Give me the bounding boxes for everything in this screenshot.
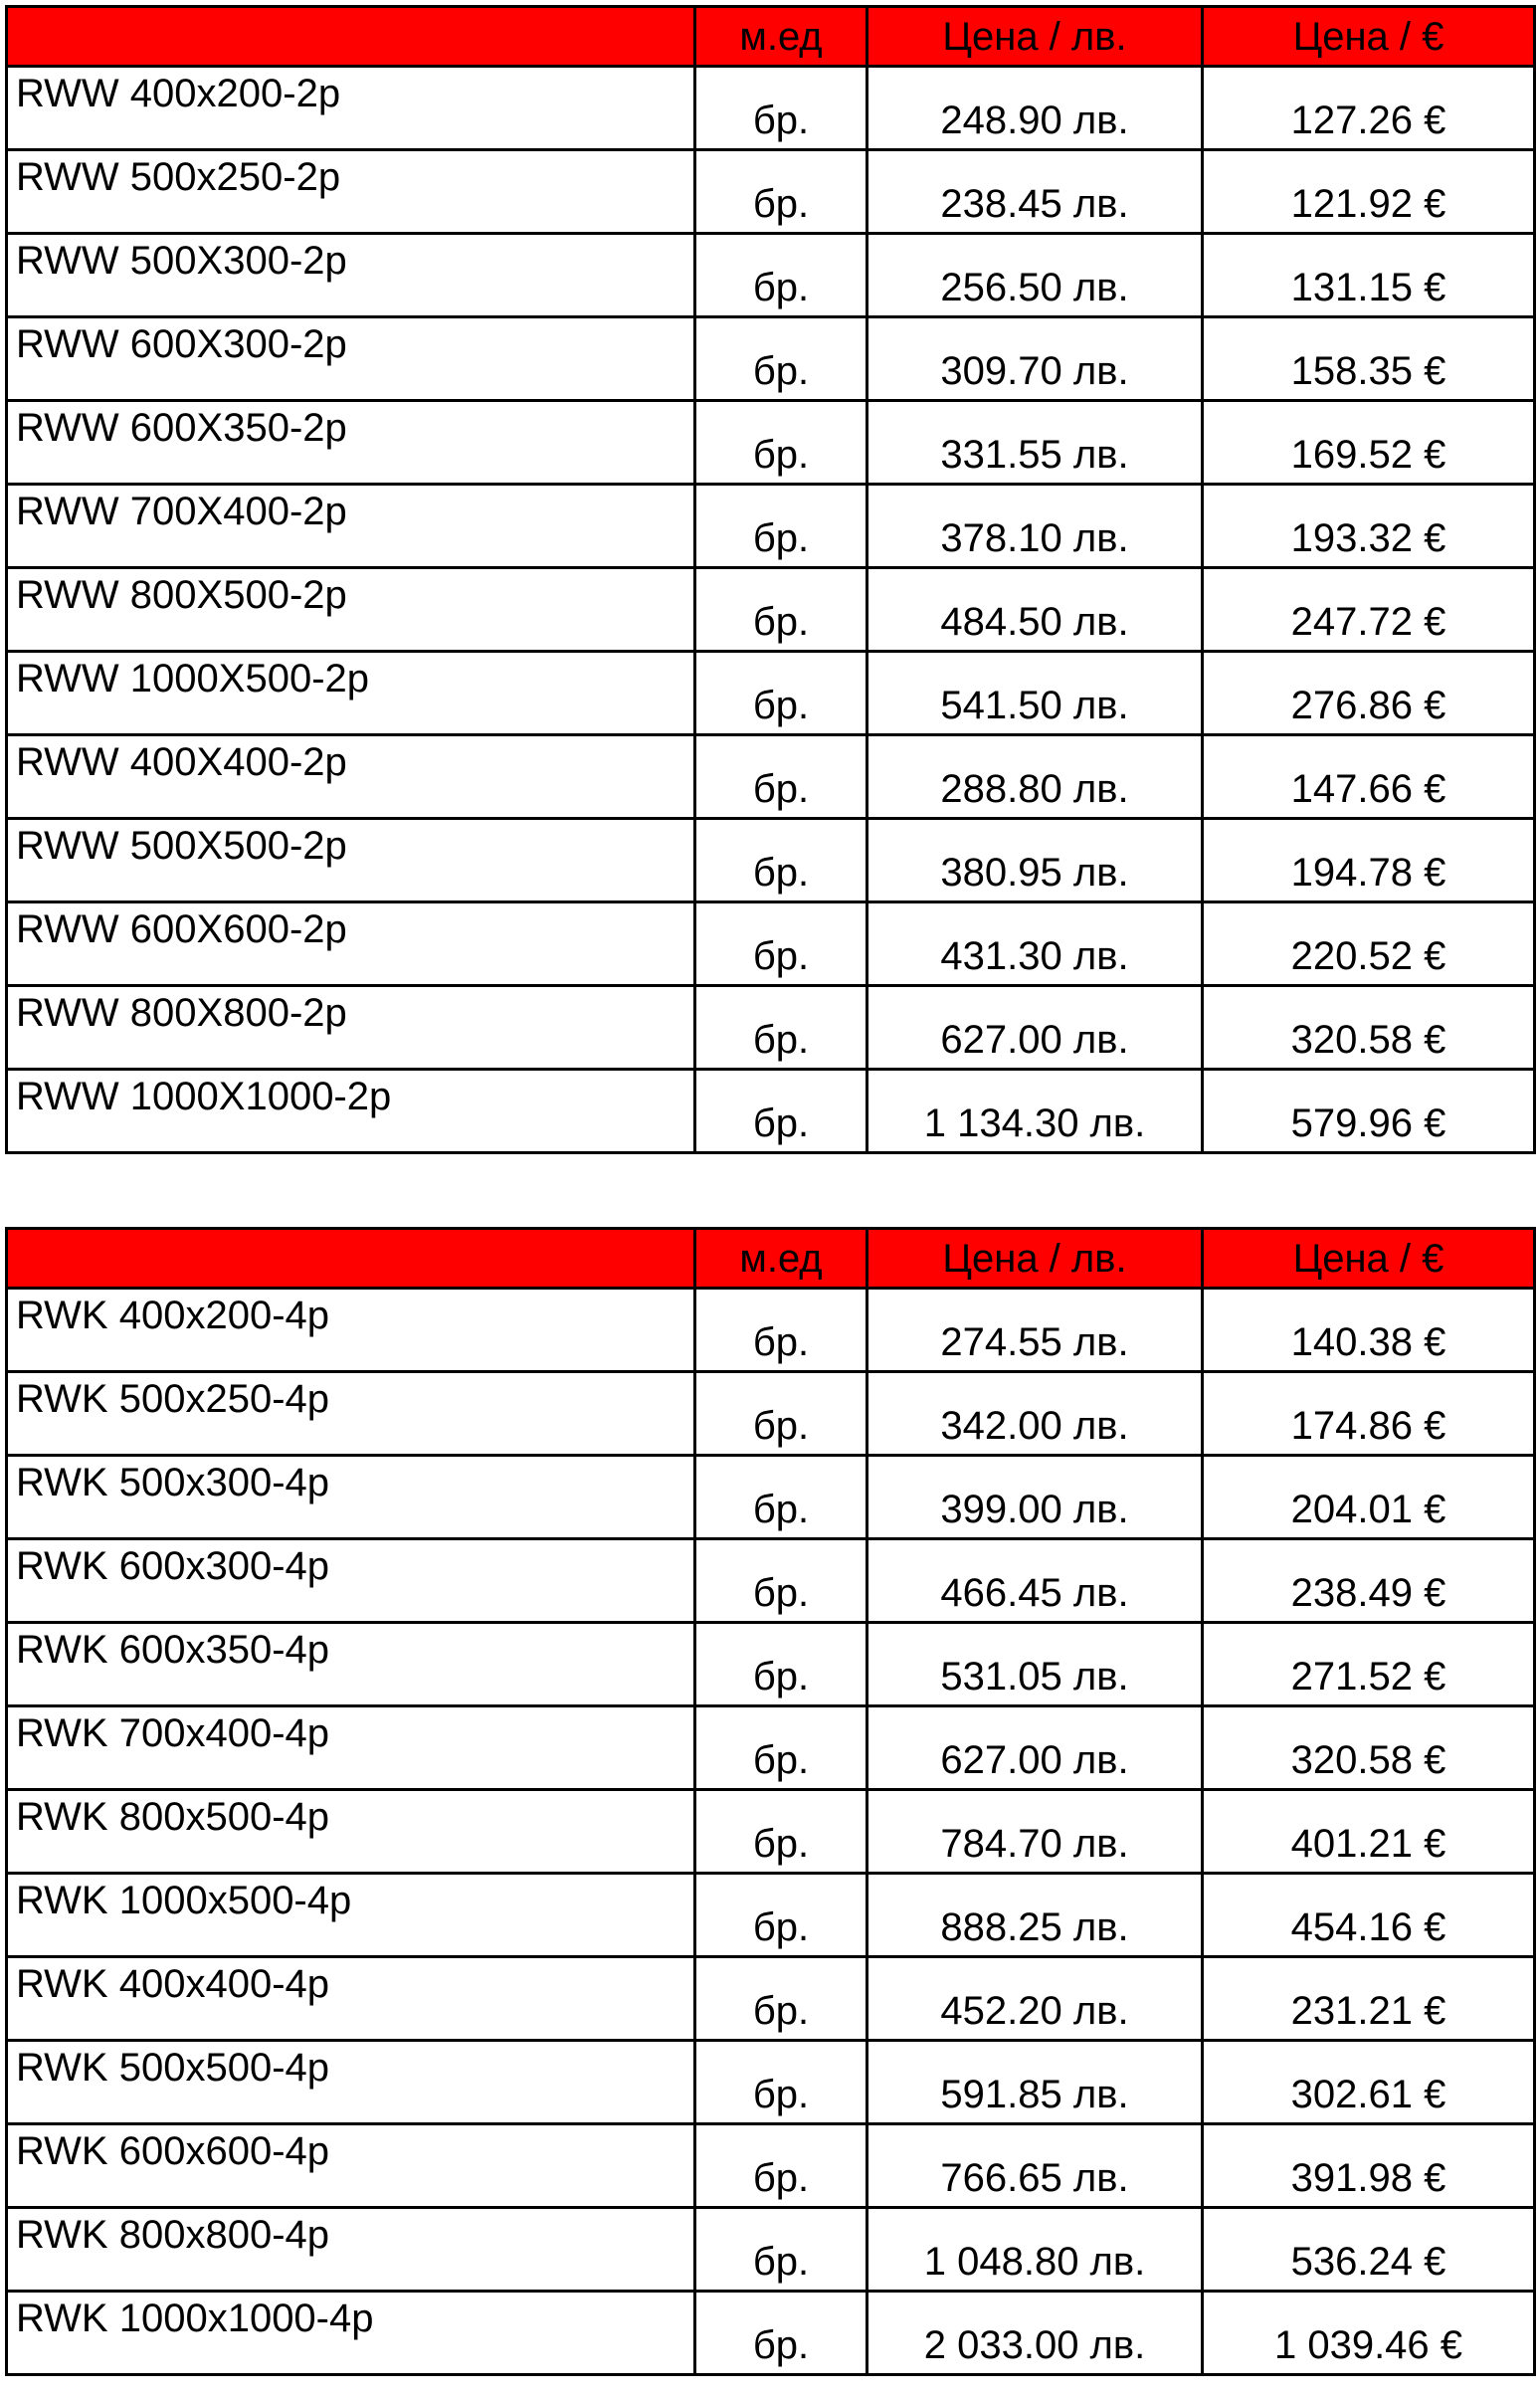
unit-cell: бр. [695,1289,867,1372]
product-name-cell: RWK 400x400-4p [7,1957,695,2041]
table-row [7,2208,1535,2292]
unit-cell: бр. [695,67,867,150]
price-bgn-cell: 288.80 лв. [867,735,1203,819]
table-row [7,986,1535,1070]
price-bgn-cell: 466.45 лв. [867,1539,1203,1623]
unit-cell: бр. [695,2124,867,2208]
product-name-cell: RWW 400X400-2p [7,735,695,819]
table-row [7,652,1535,735]
price-bgn-cell: 627.00 лв. [867,1706,1203,1790]
table-row [7,735,1535,819]
price-eur-cell: 271.52 € [1203,1623,1535,1706]
product-name-cell: RWK 400x200-4p [7,1289,695,1372]
header-price-eur: Цена / € [1203,7,1535,67]
product-name-cell: RWK 1000x500-4p [7,1874,695,1957]
table-row [7,317,1535,401]
product-name-cell: RWW 600X300-2p [7,317,695,401]
unit-cell: бр. [695,401,867,485]
table-row [7,2124,1535,2208]
unit-cell: бр. [695,1456,867,1539]
price-eur-cell: 320.58 € [1203,1706,1535,1790]
unit-cell: бр. [695,568,867,652]
price-eur-cell: 121.92 € [1203,150,1535,234]
price-bgn-cell: 591.85 лв. [867,2041,1203,2124]
unit-cell: бр. [695,234,867,317]
table-row [7,1456,1535,1539]
table-row [7,1874,1535,1957]
unit-cell: бр. [695,1070,867,1153]
product-name-cell: RWK 700x400-4p [7,1706,695,1790]
price-bgn-cell: 452.20 лв. [867,1957,1203,2041]
unit-cell: бр. [695,317,867,401]
price-bgn-cell: 274.55 лв. [867,1289,1203,1372]
unit-cell: бр. [695,986,867,1070]
product-name-cell: RWW 800X800-2p [7,986,695,1070]
price-eur-cell: 147.66 € [1203,735,1535,819]
price-bgn-cell: 309.70 лв. [867,317,1203,401]
unit-cell: бр. [695,2041,867,2124]
price-bgn-cell: 531.05 лв. [867,1623,1203,1706]
table-row [7,67,1535,150]
price-eur-cell: 204.01 € [1203,1456,1535,1539]
table-row [7,819,1535,902]
price-eur-cell: 193.32 € [1203,485,1535,568]
table-row [7,1372,1535,1456]
price-bgn-cell: 380.95 лв. [867,819,1203,902]
product-name-cell: RWK 800x800-4p [7,2208,695,2292]
product-name-cell: RWW 500x250-2p [7,150,695,234]
price-bgn-cell: 399.00 лв. [867,1456,1203,1539]
header-name [7,1229,695,1289]
unit-cell: бр. [695,150,867,234]
price-eur-cell: 131.15 € [1203,234,1535,317]
unit-cell: бр. [695,485,867,568]
price-table-rwk [5,1227,1536,2376]
price-eur-cell: 391.98 € [1203,2124,1535,2208]
price-eur-cell: 454.16 € [1203,1874,1535,1957]
price-bgn-cell: 342.00 лв. [867,1372,1203,1456]
price-eur-cell: 247.72 € [1203,568,1535,652]
unit-cell: бр. [695,902,867,986]
price-table-rww [5,5,1536,1154]
price-bgn-cell: 484.50 лв. [867,568,1203,652]
price-eur-cell: 174.86 € [1203,1372,1535,1456]
price-bgn-cell: 2 033.00 лв. [867,2292,1203,2375]
table-row [7,2292,1535,2375]
table-row [7,1623,1535,1706]
table-row [7,150,1535,234]
product-name-cell: RWK 800x500-4p [7,1790,695,1874]
product-name-cell: RWW 800X500-2p [7,568,695,652]
product-name-cell: RWK 500x300-4p [7,1456,695,1539]
header-name [7,7,695,67]
price-eur-cell: 536.24 € [1203,2208,1535,2292]
product-name-cell: RWK 500x250-4p [7,1372,695,1456]
unit-cell: бр. [695,1372,867,1456]
product-name-cell: RWK 600x300-4p [7,1539,695,1623]
table-row [7,1706,1535,1790]
price-bgn-cell: 378.10 лв. [867,485,1203,568]
price-eur-cell: 127.26 € [1203,67,1535,150]
header-price-eur: Цена / € [1203,1229,1535,1289]
price-eur-cell: 302.61 € [1203,2041,1535,2124]
product-name-cell: RWK 600x350-4p [7,1623,695,1706]
unit-cell: бр. [695,819,867,902]
price-eur-cell: 1 039.46 € [1203,2292,1535,2375]
table-row [7,1070,1535,1153]
header-unit: м.ед [695,1229,867,1289]
unit-cell: бр. [695,1957,867,2041]
price-eur-cell: 238.49 € [1203,1539,1535,1623]
header-price-bgn: Цена / лв. [867,1229,1203,1289]
unit-cell: бр. [695,1539,867,1623]
price-eur-cell: 401.21 € [1203,1790,1535,1874]
price-eur-cell: 276.86 € [1203,652,1535,735]
price-bgn-cell: 256.50 лв. [867,234,1203,317]
product-name-cell: RWW 500X300-2p [7,234,695,317]
price-bgn-cell: 1 048.80 лв. [867,2208,1203,2292]
price-bgn-cell: 784.70 лв. [867,1790,1203,1874]
price-eur-cell: 140.38 € [1203,1289,1535,1372]
header-row [7,7,1535,67]
unit-cell: бр. [695,1874,867,1957]
product-name-cell: RWW 600X350-2p [7,401,695,485]
product-name-cell: RWK 600x600-4p [7,2124,695,2208]
price-eur-cell: 220.52 € [1203,902,1535,986]
table-row [7,1957,1535,2041]
price-bgn-cell: 888.25 лв. [867,1874,1203,1957]
unit-cell: бр. [695,1790,867,1874]
price-bgn-cell: 238.45 лв. [867,150,1203,234]
header-row [7,1229,1535,1289]
unit-cell: бр. [695,1706,867,1790]
header-price-bgn: Цена / лв. [867,7,1203,67]
table-row [7,234,1535,317]
table-row [7,485,1535,568]
price-bgn-cell: 431.30 лв. [867,902,1203,986]
price-eur-cell: 579.96 € [1203,1070,1535,1153]
product-name-cell: RWW 500X500-2p [7,819,695,902]
unit-cell: бр. [695,2208,867,2292]
price-eur-cell: 231.21 € [1203,1957,1535,2041]
price-bgn-cell: 1 134.30 лв. [867,1070,1203,1153]
table-row [7,902,1535,986]
price-bgn-cell: 331.55 лв. [867,401,1203,485]
table-row [7,1790,1535,1874]
product-name-cell: RWW 400x200-2p [7,67,695,150]
product-name-cell: RWK 1000x1000-4p [7,2292,695,2375]
unit-cell: бр. [695,2292,867,2375]
header-unit: м.ед [695,7,867,67]
price-eur-cell: 158.35 € [1203,317,1535,401]
product-name-cell: RWW 700X400-2p [7,485,695,568]
table-row [7,2041,1535,2124]
product-name-cell: RWW 1000X1000-2p [7,1070,695,1153]
unit-cell: бр. [695,652,867,735]
table-row [7,1289,1535,1372]
price-eur-cell: 169.52 € [1203,401,1535,485]
price-eur-cell: 320.58 € [1203,986,1535,1070]
price-bgn-cell: 248.90 лв. [867,67,1203,150]
table-row [7,568,1535,652]
product-name-cell: RWK 500x500-4p [7,2041,695,2124]
price-bgn-cell: 766.65 лв. [867,2124,1203,2208]
table-row [7,401,1535,485]
price-bgn-cell: 541.50 лв. [867,652,1203,735]
table-row [7,1539,1535,1623]
price-eur-cell: 194.78 € [1203,819,1535,902]
product-name-cell: RWW 1000X500-2p [7,652,695,735]
price-bgn-cell: 627.00 лв. [867,986,1203,1070]
unit-cell: бр. [695,1623,867,1706]
unit-cell: бр. [695,735,867,819]
product-name-cell: RWW 600X600-2p [7,902,695,986]
